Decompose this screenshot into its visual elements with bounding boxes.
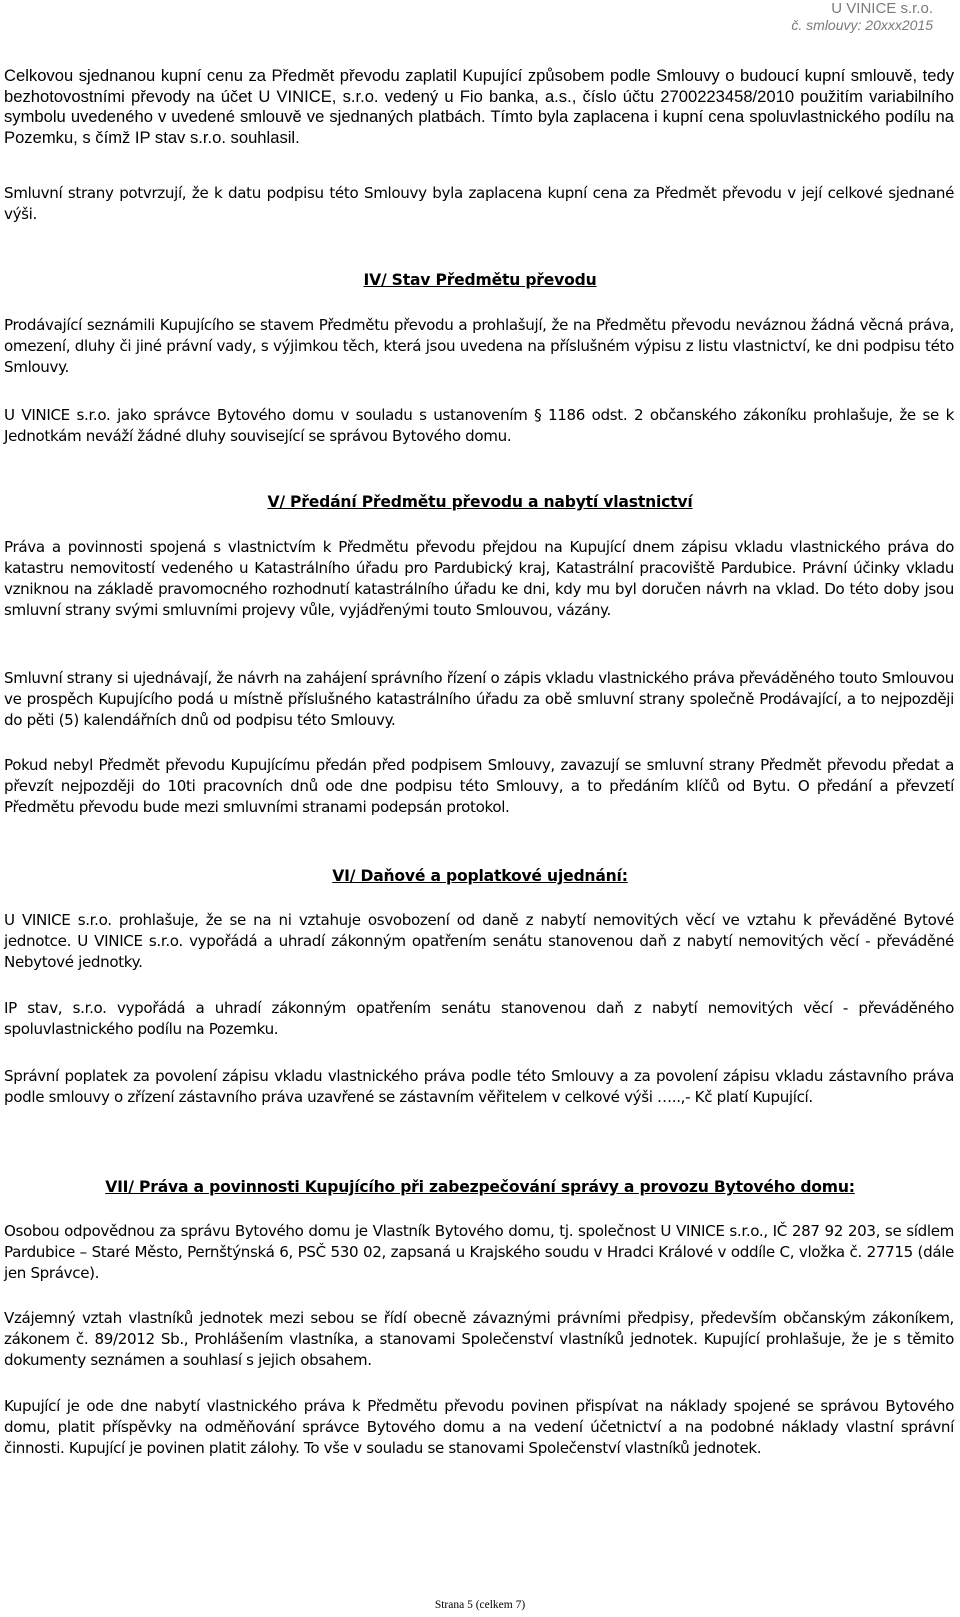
section-heading-vi: VI/ Daňové a poplatkové ujednání:: [332, 867, 628, 885]
paragraph-handover: Pokud nebyl Předmět převodu Kupujícímu předán před podpisem Smlouvy, zavazují se smluvní strany Předmět převodu předat a převzít nejpozději do 10ti pracovních dnů ode dne podpisu této Smlouvy, a to předáním klíčů od Bytu. O předání a převzetí Předmětu převodu bude mezi smluvními stranami podepsán protokol.: [4, 756, 954, 816]
paragraph-manager-declaration: U VINICE s.r.o. jako správce Bytového domu v souladu s ustanovením § 1186 odst. 2 občanského zákoníku prohlašuje, že se k Jednotkám neváží žádné dluhy související se správou Bytového domu.: [4, 406, 954, 445]
section-heading-vii: VII/ Práva a povinnosti Kupujícího při zabezpečování správy a provozu Bytového domu:: [105, 1178, 855, 1196]
paragraph-cost-contributions: Kupující je ode dne nabytí vlastnického práva k Předmětu převodu povinen přispívat na náklady spojené se správou Bytového domu, platit příspěvky na odměňování správce Bytového domu a na vedení účetnictví a na podobné náklady vlastní správní činnosti. Kupující je povinen platit zálohy. To vše v souladu se stanovami Společenství vlastníků jednotek.: [4, 1397, 954, 1457]
paragraph-ip-stav-tax: IP stav, s.r.o. vypořádá a uhradí zákonným opatřením senátu stanovenou daň z nabytí nemovitých věcí - převáděného spoluvlastnického podílu na Pozemku.: [4, 999, 954, 1038]
paragraph-rights-transfer: Práva a povinnosti spojená s vlastnictvím k Předmětu převodu přejdou na Kupující dnem zápisu vkladu vlastnického práva do katastru nemovitostí vedeného u Katastrálního úřadu pro Pardubický kraj, Katastrální pracoviště Pardubice. Právní účinky vkladu vzniknou na základě pravomocného rozhodnutí katastrálního úřadu ke dni, kdy mu byl doručen návrh na vklad. Do této doby jsou smluvní strany svými smluvními projevy vůle, vyjádřenými touto Smlouvou, vázány.: [4, 538, 954, 619]
header-company: U VINICE s.r.o.: [831, 0, 933, 17]
paragraph-state-of-property: Prodávající seznámili Kupujícího se stavem Předmětu převodu a prohlašují, že na Předmětu převodu neváznou žádná věcná práva, omezení, dluhy či jiné právní vady, s výjimkou těch, která jsou uvedena na příslušném výpisu z listu vlastnictví, ke dni podpisu této Smlouvy.: [4, 316, 954, 376]
paragraph-administrative-fee: Správní poplatek za povolení zápisu vkladu vlastnického práva podle této Smlouvy a za povolení zápisu vkladu zástavního práva podle smlouvy o zřízení zástavního práva uzavřené se zástavním věřitelem v celkové výši …..,- Kč platí Kupující.: [4, 1067, 954, 1106]
section-heading-v: V/ Předání Předmětu převodu a nabytí vlastnictví: [267, 493, 693, 511]
paragraph-payment: Celkovou sjednanou kupní cenu za Předmět převodu zaplatil Kupující způsobem podle Smlouvy o budoucí kupní smlouvě, tedy bezhotovostními převody na účet U VINICE, s.r.o. vedený u Fio banka, a.s., číslo účtu 2700223458/2010 použitím variabilního symbolu uvedeného v uvedené smlouvě ve sjednaných platbách. Tímto byla zaplacena i kupní cena spoluvlastnického podílu na Pozemku, s čímž IP stav s.r.o. souhlasil.: [4, 66, 954, 147]
paragraph-tax-exemption: U VINICE s.r.o. prohlašuje, že se na ni vztahuje osvobození od daně z nabytí nemovitých věcí ve vztahu k převáděné Bytové jednotce. U VINICE s.r.o. vypořádá a uhradí zákonným opatřením senátu stanovenou daň z nabytí nemovitých věcí - převáděné Nebytové jednotky.: [4, 911, 954, 971]
page-header: [791, 0, 933, 34]
paragraph-building-manager: Osobou odpovědnou za správu Bytového domu je Vlastník Bytového domu, tj. společnost U VINICE s.r.o., IČ 287 92 203, se sídlem Pardubice – Staré Město, Pernštýnská 6, PSČ 530 02, zapsaná u Krajského soudu v Hradci Králové v oddíle C, vložka č. 27715 (dále jen Správce).: [4, 1222, 954, 1282]
section-heading-iv: IV/ Stav Předmětu převodu: [363, 271, 597, 289]
page-number: Strana 5 (celkem 7): [434, 1599, 526, 1611]
header-contract-number: č. smlouvy: 20xxx2015: [791, 17, 933, 33]
paragraph-price-confirmation: Smluvní strany potvrzují, že k datu podpisu této Smlouvy byla zaplacena kupní cena za Předmět převodu v její celkové sjednané výši.: [4, 184, 954, 223]
paragraph-owners-relations: Vzájemný vztah vlastníků jednotek mezi sebou se řídí obecně závaznými právními předpisy, především občanským zákoníkem, zákonem č. 89/2012 Sb., Prohlášením vlastníka, a stanovami Společenství vlastníků jednotek. Kupující prohlašuje, že je s těmito dokumenty seznámen a souhlasí s jejich obsahem.: [4, 1309, 954, 1369]
paragraph-cadastre-filing: Smluvní strany si ujednávají, že návrh na zahájení správního řízení o zápis vkladu vlastnického práva převáděného touto Smlouvou ve prospěch Kupujícího podá u místně příslušného katastrálního úřadu za obě smluvní strany společně Prodávající, a to nejpozději do pěti (5) kalendářních dnů od podpisu této Smlouvy.: [4, 669, 954, 729]
